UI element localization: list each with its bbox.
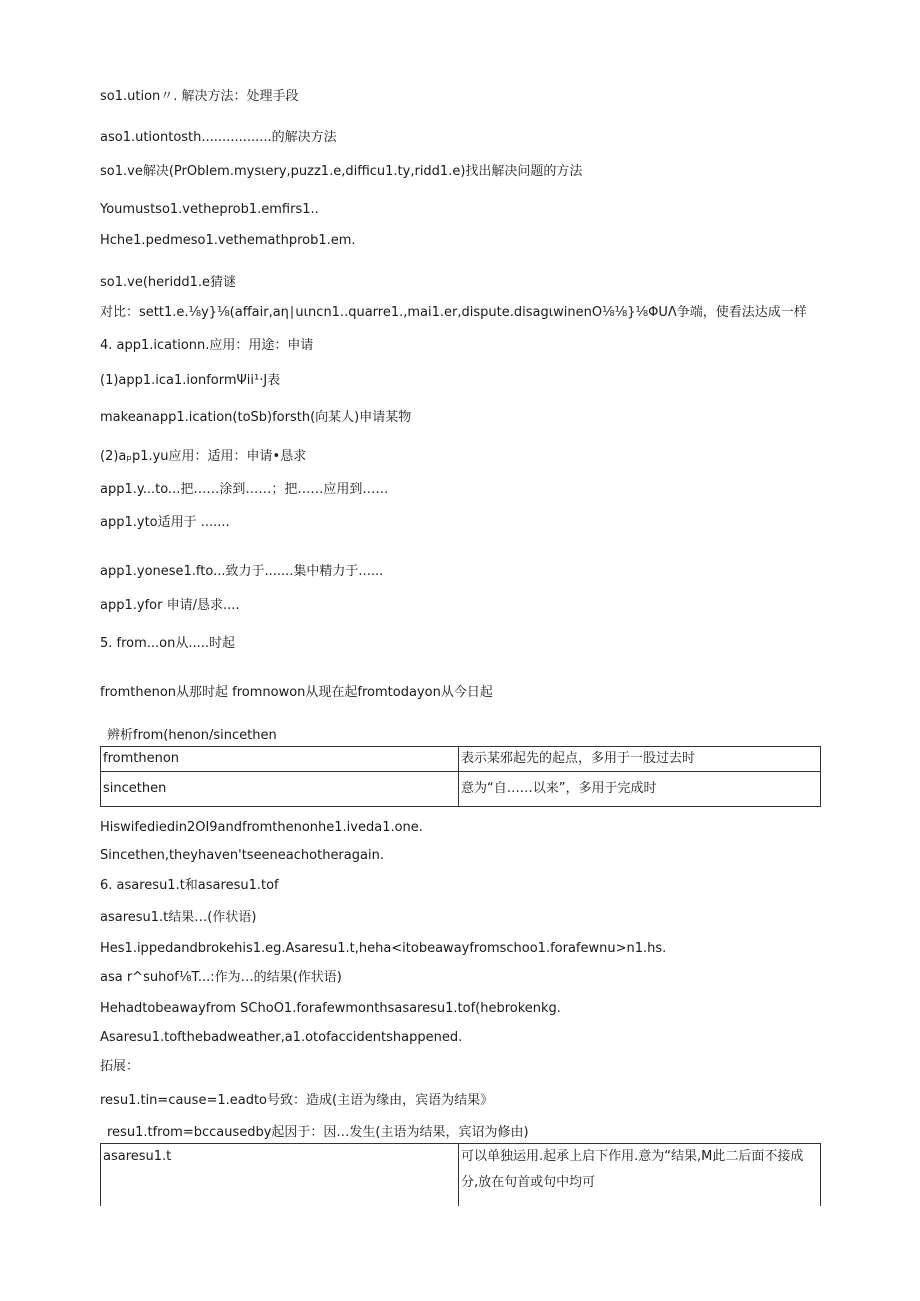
table-cell: sincethen [101, 772, 459, 807]
line-result-in: resu1.tin=cause=1.eadto号致：造成(主语为缘由，宾语为结果》 [100, 1093, 494, 1108]
line-apply-to: app1.y...to...把……涂到……；把……应用到…… [100, 482, 389, 497]
line-example-1: Youmustso1.vetheprob1.emfirs1.. [100, 202, 319, 217]
line-apply-to-2: app1.yto适用于 ....... [100, 515, 230, 530]
line-apply-oneself: app1.yonese1.fto...致力于.......集中精力于...... [100, 564, 384, 579]
table-cell: 可以单独运用.起承上启下作用.意为“结果,M此二后面不接成分,放在句首或句中均可 [459, 1144, 821, 1207]
line-from-then-on: fromthenon从那时起 fromnowon从现在起fromtodayon从今日起 [100, 685, 493, 700]
line-example-4: Sincethen,theyhaven'tseeneachotheragain. [100, 848, 384, 863]
heading-5: 5. from...on从.....时起 [100, 636, 236, 651]
line-distinguish: 辨析from(henon/sincethen [107, 728, 277, 743]
line-extension: 拓展： [100, 1059, 140, 1074]
heading-6: 6. asaresu1.t和asaresu1.tof [100, 878, 279, 893]
table-row [101, 1144, 821, 1207]
table-row [101, 747, 821, 772]
line-apply-for: app1.yfor 申请/恳求.... [100, 598, 240, 613]
table-cell: fromthenon [101, 747, 459, 772]
line-a-solution-to: aso1.utiontosth.................的解决方法 [100, 130, 337, 145]
usage-table [100, 1143, 821, 1206]
line-solve-riddle: so1.ve(heridd1.e猜谜 [100, 275, 236, 290]
line-as-a-result-of: asa r^suhof⅛T...:作为…的结果(作状语) [100, 970, 342, 985]
line-apply: (2)aₚp1.yu应用：适用：申请•恳求 [100, 449, 307, 464]
line-example-7: Asaresu1.tofthebadweather,a1.otofaccidentshappened. [100, 1030, 463, 1045]
line-application-form: (1)app1.ica1.ionformΨii¹·J表 [100, 373, 281, 388]
table-cell: 意为“自……以来”，多用于完成时 [459, 772, 821, 807]
line-compare: 对比：sett1.e.⅛y}⅛(affair,aη∣uιncn1..quarre1.,mai1.er,dispute.disagιwinenO⅛⅛}⅛ΦUΛ争端，使看法达成一样 [100, 305, 807, 320]
line-solution: so1.ution〃. 解决方法：处理手段 [100, 89, 299, 104]
line-make-application: makeanapp1.ication(toSb)forsth(向某人)申请某物 [100, 410, 412, 425]
line-result-from: resu1.tfrom=bccausedby起因于：因…发生(主语为结果，宾诏为修由) [107, 1125, 529, 1140]
table-row [101, 772, 821, 807]
line-example-2: Hche1.pedmeso1.vethemathprob1.em. [100, 233, 356, 248]
line-solve: so1.ve解决(PrObIem.mysιery,puzz1.e,difficu1.ty,ridd1.e)找出解决问题的方法 [100, 164, 583, 179]
heading-4: 4. app1.icationn.应用：用途：申请 [100, 338, 314, 353]
line-as-a-result: asaresu1.t结果…(作状语) [100, 910, 257, 925]
table-cell: asaresu1.t [101, 1144, 459, 1207]
line-example-6: Hehadtobeawayfrom SChoO1.forafewmonthsasaresu1.tof(hebrokenkg. [100, 1001, 561, 1016]
table-cell: 表示某邪起先的起点，多用于一股过去时 [459, 747, 821, 772]
line-example-3: Hiswifediedin2OI9andfromthenonhe1.iveda1.one. [100, 820, 423, 835]
line-example-5: Hes1.ippedandbrokehis1.eg.Asaresu1.t,heha<itobeawayfromschoo1.forafewnu>n1.hs. [100, 941, 667, 956]
comparison-table [100, 746, 821, 807]
